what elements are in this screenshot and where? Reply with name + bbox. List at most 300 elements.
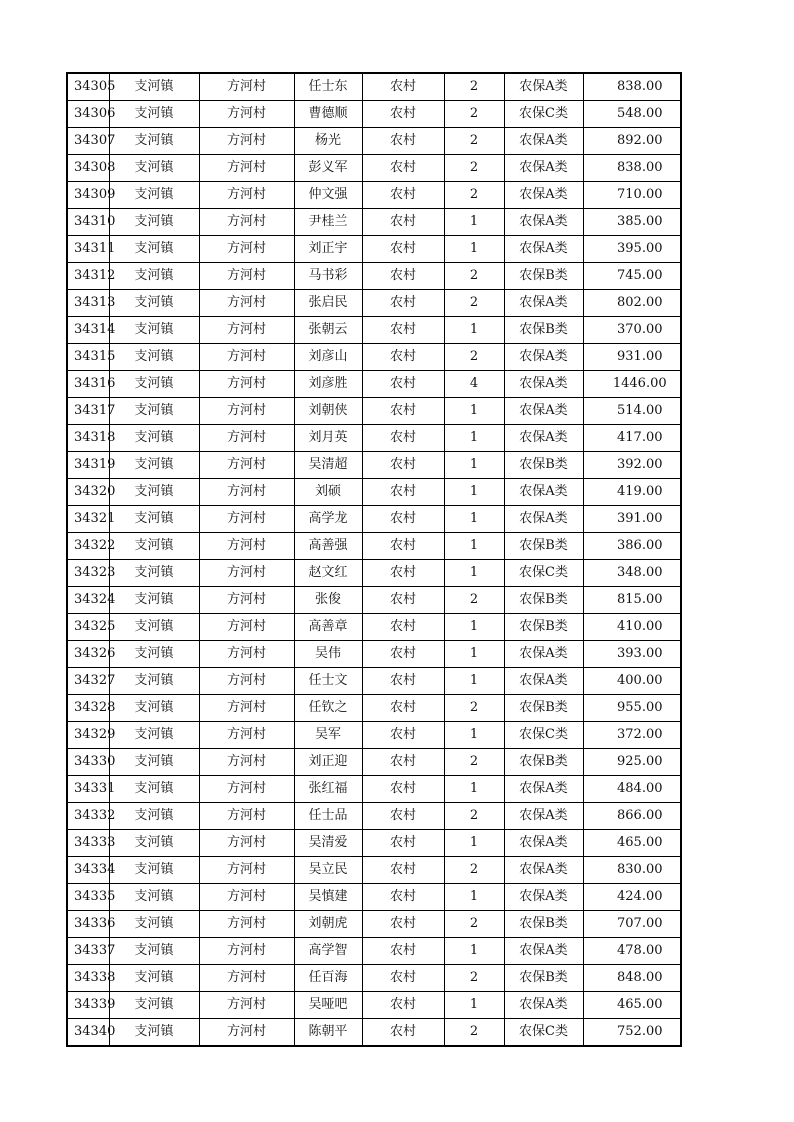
amount-cell: 707.00: [583, 911, 681, 938]
town-cell: 支河镇: [109, 992, 199, 1019]
category-cell: 农保B类: [504, 911, 583, 938]
table-row: [67, 776, 681, 803]
village-cell: 方河村: [199, 317, 294, 344]
village-cell: 方河村: [199, 182, 294, 209]
area-type-cell: 农村: [362, 641, 444, 668]
amount-cell: 395.00: [583, 236, 681, 263]
record-id-cell: 34317: [67, 398, 109, 425]
household-count-cell: 2: [444, 965, 504, 992]
household-count-cell: 2: [444, 749, 504, 776]
household-count-cell: 1: [444, 317, 504, 344]
household-count-cell: 2: [444, 73, 504, 101]
amount-cell: 385.00: [583, 209, 681, 236]
table-row: [67, 749, 681, 776]
record-id-cell: 34308: [67, 155, 109, 182]
record-id-cell: 34334: [67, 857, 109, 884]
table-row: [67, 506, 681, 533]
area-type-cell: 农村: [362, 398, 444, 425]
category-cell: 农保B类: [504, 587, 583, 614]
amount-cell: 348.00: [583, 560, 681, 587]
record-id-cell: 34312: [67, 263, 109, 290]
category-cell: 农保C类: [504, 722, 583, 749]
category-cell: 农保B类: [504, 317, 583, 344]
area-type-cell: 农村: [362, 803, 444, 830]
name-cell: 张朝云: [294, 317, 362, 344]
household-count-cell: 1: [444, 641, 504, 668]
household-count-cell: 1: [444, 938, 504, 965]
table-row: [67, 560, 681, 587]
name-cell: 尹桂兰: [294, 209, 362, 236]
name-cell: 张红福: [294, 776, 362, 803]
table-row: [67, 155, 681, 182]
name-cell: 高学智: [294, 938, 362, 965]
category-cell: 农保B类: [504, 452, 583, 479]
amount-cell: 830.00: [583, 857, 681, 884]
table-row: [67, 263, 681, 290]
record-id-cell: 34324: [67, 587, 109, 614]
area-type-cell: 农村: [362, 560, 444, 587]
category-cell: 农保C类: [504, 101, 583, 128]
household-count-cell: 1: [444, 506, 504, 533]
area-type-cell: 农村: [362, 236, 444, 263]
town-cell: 支河镇: [109, 830, 199, 857]
village-cell: 方河村: [199, 290, 294, 317]
record-id-cell: 34336: [67, 911, 109, 938]
name-cell: 吴清超: [294, 452, 362, 479]
table-row: [67, 884, 681, 911]
record-id-cell: 34305: [67, 73, 109, 101]
village-cell: 方河村: [199, 506, 294, 533]
name-cell: 刘朝虎: [294, 911, 362, 938]
town-cell: 支河镇: [109, 182, 199, 209]
area-type-cell: 农村: [362, 884, 444, 911]
village-cell: 方河村: [199, 1019, 294, 1047]
name-cell: 刘朝侠: [294, 398, 362, 425]
area-type-cell: 农村: [362, 182, 444, 209]
category-cell: 农保A类: [504, 128, 583, 155]
village-cell: 方河村: [199, 992, 294, 1019]
town-cell: 支河镇: [109, 938, 199, 965]
village-cell: 方河村: [199, 668, 294, 695]
town-cell: 支河镇: [109, 479, 199, 506]
amount-cell: 955.00: [583, 695, 681, 722]
table-row: [67, 695, 681, 722]
town-cell: 支河镇: [109, 398, 199, 425]
record-id-cell: 34311: [67, 236, 109, 263]
name-cell: 张启民: [294, 290, 362, 317]
amount-cell: 710.00: [583, 182, 681, 209]
category-cell: 农保A类: [504, 209, 583, 236]
town-cell: 支河镇: [109, 641, 199, 668]
table-row: [67, 965, 681, 992]
name-cell: 彭义军: [294, 155, 362, 182]
household-count-cell: 2: [444, 857, 504, 884]
amount-cell: 386.00: [583, 533, 681, 560]
area-type-cell: 农村: [362, 668, 444, 695]
village-cell: 方河村: [199, 857, 294, 884]
village-cell: 方河村: [199, 128, 294, 155]
village-cell: 方河村: [199, 614, 294, 641]
name-cell: 高善强: [294, 533, 362, 560]
area-type-cell: 农村: [362, 938, 444, 965]
category-cell: 农保A类: [504, 344, 583, 371]
village-cell: 方河村: [199, 73, 294, 101]
village-cell: 方河村: [199, 263, 294, 290]
village-cell: 方河村: [199, 695, 294, 722]
village-cell: 方河村: [199, 911, 294, 938]
record-id-cell: 34323: [67, 560, 109, 587]
area-type-cell: 农村: [362, 155, 444, 182]
record-id-cell: 34331: [67, 776, 109, 803]
household-count-cell: 1: [444, 479, 504, 506]
table-row: [67, 479, 681, 506]
category-cell: 农保A类: [504, 938, 583, 965]
village-cell: 方河村: [199, 641, 294, 668]
category-cell: 农保C类: [504, 1019, 583, 1047]
category-cell: 农保B类: [504, 263, 583, 290]
table-row: [67, 641, 681, 668]
town-cell: 支河镇: [109, 506, 199, 533]
village-cell: 方河村: [199, 155, 294, 182]
record-id-cell: 34340: [67, 1019, 109, 1047]
category-cell: 农保A类: [504, 857, 583, 884]
name-cell: 杨光: [294, 128, 362, 155]
record-id-cell: 34330: [67, 749, 109, 776]
table-row: [67, 722, 681, 749]
area-type-cell: 农村: [362, 1019, 444, 1047]
amount-cell: 465.00: [583, 992, 681, 1019]
household-count-cell: 2: [444, 101, 504, 128]
household-count-cell: 1: [444, 884, 504, 911]
village-cell: 方河村: [199, 938, 294, 965]
record-id-cell: 34315: [67, 344, 109, 371]
name-cell: 刘正宇: [294, 236, 362, 263]
table-row: [67, 344, 681, 371]
household-count-cell: 1: [444, 614, 504, 641]
village-cell: 方河村: [199, 884, 294, 911]
village-cell: 方河村: [199, 425, 294, 452]
town-cell: 支河镇: [109, 884, 199, 911]
household-count-cell: 2: [444, 1019, 504, 1047]
name-cell: 马书彩: [294, 263, 362, 290]
area-type-cell: 农村: [362, 506, 444, 533]
category-cell: 农保C类: [504, 560, 583, 587]
town-cell: 支河镇: [109, 587, 199, 614]
table-row: [67, 425, 681, 452]
table-row: [67, 857, 681, 884]
household-count-cell: 2: [444, 155, 504, 182]
record-id-cell: 34321: [67, 506, 109, 533]
record-id-cell: 34325: [67, 614, 109, 641]
amount-cell: 931.00: [583, 344, 681, 371]
amount-cell: 838.00: [583, 73, 681, 101]
category-cell: 农保A类: [504, 776, 583, 803]
village-cell: 方河村: [199, 722, 294, 749]
record-id-cell: 34320: [67, 479, 109, 506]
table-body: [67, 73, 681, 1046]
town-cell: 支河镇: [109, 317, 199, 344]
village-cell: 方河村: [199, 803, 294, 830]
village-cell: 方河村: [199, 479, 294, 506]
record-id-cell: 34319: [67, 452, 109, 479]
name-cell: 任百海: [294, 965, 362, 992]
record-id-cell: 34309: [67, 182, 109, 209]
table-row: [67, 911, 681, 938]
town-cell: 支河镇: [109, 803, 199, 830]
amount-cell: 419.00: [583, 479, 681, 506]
name-cell: 吴清爱: [294, 830, 362, 857]
area-type-cell: 农村: [362, 776, 444, 803]
village-cell: 方河村: [199, 398, 294, 425]
name-cell: 曹德顺: [294, 101, 362, 128]
amount-cell: 925.00: [583, 749, 681, 776]
record-id-cell: 34316: [67, 371, 109, 398]
area-type-cell: 农村: [362, 452, 444, 479]
category-cell: 农保A类: [504, 73, 583, 101]
table-row: [67, 992, 681, 1019]
household-count-cell: 1: [444, 776, 504, 803]
name-cell: 吴立民: [294, 857, 362, 884]
amount-cell: 815.00: [583, 587, 681, 614]
area-type-cell: 农村: [362, 263, 444, 290]
category-cell: 农保B类: [504, 749, 583, 776]
name-cell: 陈朝平: [294, 1019, 362, 1047]
household-count-cell: 1: [444, 452, 504, 479]
table-row: [67, 1019, 681, 1047]
area-type-cell: 农村: [362, 290, 444, 317]
town-cell: 支河镇: [109, 722, 199, 749]
name-cell: 任钦之: [294, 695, 362, 722]
area-type-cell: 农村: [362, 128, 444, 155]
category-cell: 农保B类: [504, 695, 583, 722]
table-row: [67, 128, 681, 155]
area-type-cell: 农村: [362, 101, 444, 128]
town-cell: 支河镇: [109, 857, 199, 884]
amount-cell: 370.00: [583, 317, 681, 344]
table-row: [67, 668, 681, 695]
record-id-cell: 34332: [67, 803, 109, 830]
record-id-cell: 34329: [67, 722, 109, 749]
village-cell: 方河村: [199, 101, 294, 128]
table-row: [67, 614, 681, 641]
area-type-cell: 农村: [362, 587, 444, 614]
area-type-cell: 农村: [362, 533, 444, 560]
village-cell: 方河村: [199, 209, 294, 236]
town-cell: 支河镇: [109, 452, 199, 479]
household-count-cell: 2: [444, 587, 504, 614]
household-count-cell: 1: [444, 722, 504, 749]
table-row: [67, 182, 681, 209]
town-cell: 支河镇: [109, 911, 199, 938]
table-row: [67, 398, 681, 425]
name-cell: 吴哑吧: [294, 992, 362, 1019]
town-cell: 支河镇: [109, 533, 199, 560]
record-id-cell: 34310: [67, 209, 109, 236]
category-cell: 农保A类: [504, 506, 583, 533]
record-id-cell: 34314: [67, 317, 109, 344]
record-id-cell: 34327: [67, 668, 109, 695]
category-cell: 农保B类: [504, 614, 583, 641]
name-cell: 任士东: [294, 73, 362, 101]
record-id-cell: 34333: [67, 830, 109, 857]
amount-cell: 548.00: [583, 101, 681, 128]
town-cell: 支河镇: [109, 614, 199, 641]
category-cell: 农保A类: [504, 425, 583, 452]
name-cell: 刘正迎: [294, 749, 362, 776]
town-cell: 支河镇: [109, 695, 199, 722]
category-cell: 农保A类: [504, 182, 583, 209]
area-type-cell: 农村: [362, 317, 444, 344]
household-count-cell: 1: [444, 398, 504, 425]
village-cell: 方河村: [199, 533, 294, 560]
area-type-cell: 农村: [362, 73, 444, 101]
household-count-cell: 1: [444, 425, 504, 452]
household-count-cell: 4: [444, 371, 504, 398]
table-row: [67, 236, 681, 263]
village-cell: 方河村: [199, 776, 294, 803]
amount-cell: 1446.00: [583, 371, 681, 398]
town-cell: 支河镇: [109, 1019, 199, 1047]
area-type-cell: 农村: [362, 209, 444, 236]
category-cell: 农保A类: [504, 290, 583, 317]
amount-cell: 465.00: [583, 830, 681, 857]
village-cell: 方河村: [199, 965, 294, 992]
village-cell: 方河村: [199, 749, 294, 776]
amount-cell: 417.00: [583, 425, 681, 452]
name-cell: 刘月英: [294, 425, 362, 452]
record-id-cell: 34318: [67, 425, 109, 452]
area-type-cell: 农村: [362, 614, 444, 641]
category-cell: 农保A类: [504, 155, 583, 182]
table-row: [67, 317, 681, 344]
name-cell: 仲文强: [294, 182, 362, 209]
household-count-cell: 2: [444, 128, 504, 155]
village-cell: 方河村: [199, 830, 294, 857]
household-count-cell: 2: [444, 263, 504, 290]
area-type-cell: 农村: [362, 830, 444, 857]
area-type-cell: 农村: [362, 911, 444, 938]
category-cell: 农保B类: [504, 533, 583, 560]
category-cell: 农保A类: [504, 668, 583, 695]
table-row: [67, 803, 681, 830]
table-row: [67, 101, 681, 128]
category-cell: 农保B类: [504, 965, 583, 992]
village-cell: 方河村: [199, 560, 294, 587]
village-cell: 方河村: [199, 236, 294, 263]
town-cell: 支河镇: [109, 209, 199, 236]
name-cell: 吴军: [294, 722, 362, 749]
amount-cell: 400.00: [583, 668, 681, 695]
town-cell: 支河镇: [109, 101, 199, 128]
amount-cell: 514.00: [583, 398, 681, 425]
category-cell: 农保A类: [504, 830, 583, 857]
table-row: [67, 209, 681, 236]
village-cell: 方河村: [199, 344, 294, 371]
amount-cell: 848.00: [583, 965, 681, 992]
table-row: [67, 371, 681, 398]
household-count-cell: 1: [444, 236, 504, 263]
record-id-cell: 34328: [67, 695, 109, 722]
name-cell: 刘彦山: [294, 344, 362, 371]
name-cell: 任士文: [294, 668, 362, 695]
record-id-cell: 34322: [67, 533, 109, 560]
name-cell: 高善章: [294, 614, 362, 641]
category-cell: 农保A类: [504, 992, 583, 1019]
name-cell: 赵文红: [294, 560, 362, 587]
household-count-cell: 2: [444, 182, 504, 209]
amount-cell: 745.00: [583, 263, 681, 290]
town-cell: 支河镇: [109, 371, 199, 398]
household-count-cell: 1: [444, 560, 504, 587]
category-cell: 农保A类: [504, 884, 583, 911]
record-id-cell: 34339: [67, 992, 109, 1019]
record-id-cell: 34335: [67, 884, 109, 911]
town-cell: 支河镇: [109, 236, 199, 263]
town-cell: 支河镇: [109, 560, 199, 587]
category-cell: 农保A类: [504, 641, 583, 668]
household-count-cell: 1: [444, 209, 504, 236]
area-type-cell: 农村: [362, 992, 444, 1019]
category-cell: 农保A类: [504, 371, 583, 398]
name-cell: 张俊: [294, 587, 362, 614]
household-count-cell: 1: [444, 668, 504, 695]
amount-cell: 391.00: [583, 506, 681, 533]
amount-cell: 802.00: [583, 290, 681, 317]
amount-cell: 484.00: [583, 776, 681, 803]
amount-cell: 752.00: [583, 1019, 681, 1047]
name-cell: 刘硕: [294, 479, 362, 506]
subsidy-register-table: [66, 72, 682, 1047]
name-cell: 吴慎建: [294, 884, 362, 911]
name-cell: 高学龙: [294, 506, 362, 533]
area-type-cell: 农村: [362, 965, 444, 992]
category-cell: 农保A类: [504, 803, 583, 830]
amount-cell: 372.00: [583, 722, 681, 749]
name-cell: 吴伟: [294, 641, 362, 668]
household-count-cell: 2: [444, 803, 504, 830]
area-type-cell: 农村: [362, 479, 444, 506]
category-cell: 农保A类: [504, 398, 583, 425]
village-cell: 方河村: [199, 587, 294, 614]
record-id-cell: 34307: [67, 128, 109, 155]
name-cell: 任士品: [294, 803, 362, 830]
town-cell: 支河镇: [109, 263, 199, 290]
household-count-cell: 2: [444, 695, 504, 722]
amount-cell: 392.00: [583, 452, 681, 479]
table-row: [67, 73, 681, 101]
table-row: [67, 587, 681, 614]
record-id-cell: 34338: [67, 965, 109, 992]
amount-cell: 410.00: [583, 614, 681, 641]
area-type-cell: 农村: [362, 749, 444, 776]
town-cell: 支河镇: [109, 73, 199, 101]
table-row: [67, 533, 681, 560]
household-count-cell: 2: [444, 344, 504, 371]
category-cell: 农保A类: [504, 236, 583, 263]
amount-cell: 478.00: [583, 938, 681, 965]
table-row: [67, 290, 681, 317]
amount-cell: 393.00: [583, 641, 681, 668]
record-id-cell: 34337: [67, 938, 109, 965]
table-row: [67, 452, 681, 479]
amount-cell: 838.00: [583, 155, 681, 182]
category-cell: 农保A类: [504, 479, 583, 506]
record-id-cell: 34306: [67, 101, 109, 128]
area-type-cell: 农村: [362, 371, 444, 398]
household-count-cell: 2: [444, 290, 504, 317]
town-cell: 支河镇: [109, 776, 199, 803]
record-id-cell: 34313: [67, 290, 109, 317]
